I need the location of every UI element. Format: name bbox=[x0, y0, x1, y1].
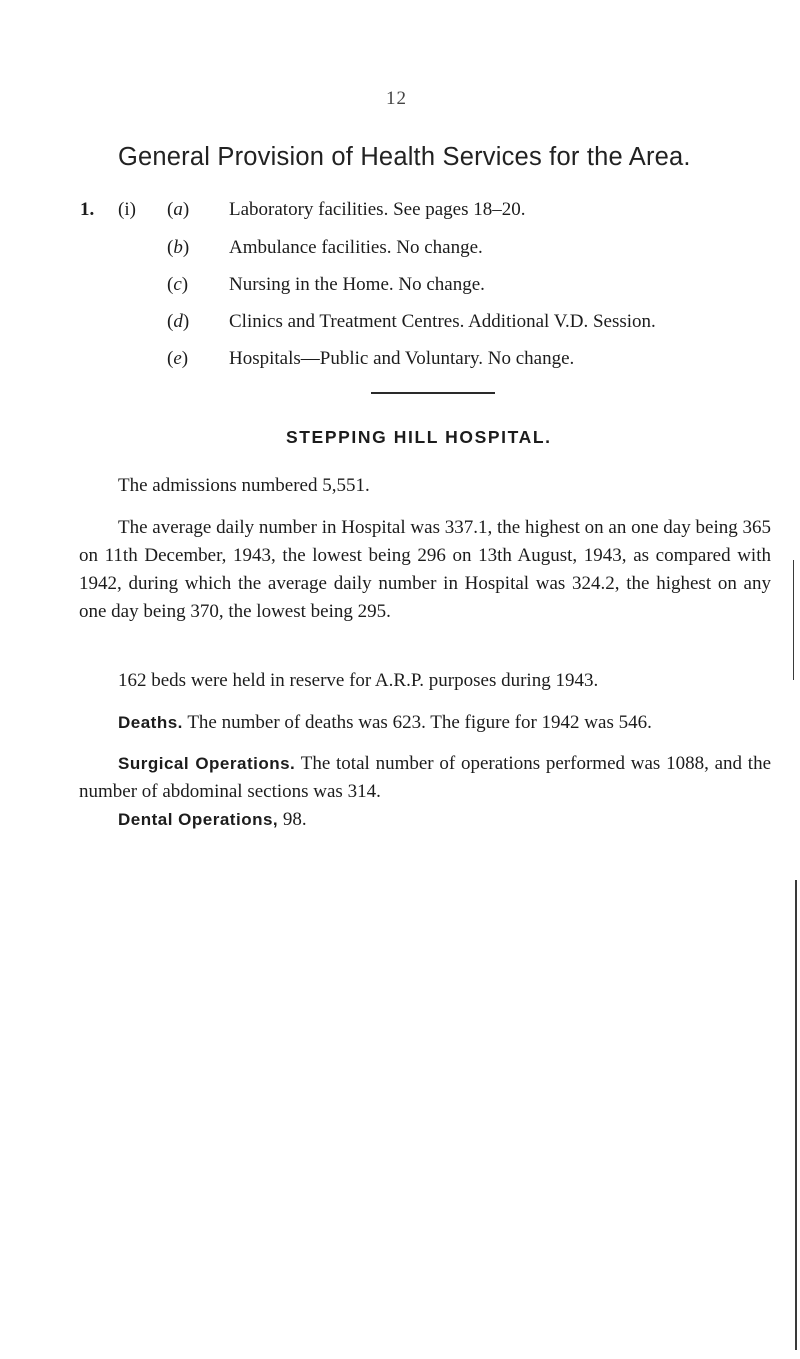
surgical-label: Surgical Operations. bbox=[118, 754, 296, 773]
item-letter: (e) bbox=[167, 348, 189, 369]
item-letter: (b) bbox=[167, 237, 190, 258]
admissions-paragraph: The admissions numbered 5,551. bbox=[118, 475, 370, 496]
page-edge-shadow bbox=[793, 560, 794, 680]
page-number: 12 bbox=[386, 88, 407, 109]
surgical-paragraph bbox=[79, 750, 771, 806]
item-letter: (d) bbox=[167, 311, 190, 332]
provision-item-e bbox=[167, 348, 574, 370]
section-divider bbox=[371, 392, 495, 394]
provision-item-d bbox=[167, 311, 656, 333]
item-text: Ambulance facilities. No change. bbox=[229, 237, 483, 258]
dental-text: 98. bbox=[278, 809, 307, 830]
page-title: General Provision of Health Services for the Area. bbox=[118, 143, 691, 171]
provision-item-b bbox=[167, 237, 483, 259]
section-number: 1. bbox=[80, 199, 95, 220]
item-text: Nursing in the Home. No change. bbox=[229, 274, 485, 295]
provision-item-c bbox=[167, 274, 485, 296]
provision-item-a bbox=[167, 199, 526, 221]
deaths-paragraph bbox=[118, 709, 773, 737]
page-edge-shadow bbox=[795, 880, 797, 1350]
average-paragraph: The average daily number in Hospital was 337.1, the highest on an one day being 365 on 11th December, 1943, the lowest being 296 on 13th August, 1943, as compared with 1942, during which the average daily number in Hospital was 324.2, the highest on any one day being 370, the lowest being 295. bbox=[79, 517, 771, 622]
item-text: Laboratory facilities. See pages 18–20. bbox=[229, 199, 526, 220]
reserve-paragraph: 162 beds were held in reserve for A.R.P. purposes during 1943. bbox=[118, 670, 599, 691]
deaths-label: Deaths. bbox=[118, 713, 183, 732]
item-text: Clinics and Treatment Centres. Additional V.D. Session. bbox=[229, 311, 656, 332]
hospital-heading: STEPPING HILL HOSPITAL. bbox=[286, 427, 552, 447]
item-letter: (c) bbox=[167, 274, 189, 295]
item-text: Hospitals—Public and Voluntary. No change. bbox=[229, 348, 575, 369]
dental-paragraph bbox=[118, 806, 768, 834]
item-letter: (a) bbox=[167, 199, 190, 220]
deaths-text: The number of deaths was 623. The figure for 1942 was 546. bbox=[182, 712, 652, 733]
roman-numeral: (i) bbox=[118, 199, 136, 220]
dental-label: Dental Operations, bbox=[118, 810, 279, 829]
surgical-text: The total number of operations performed was 1088, and the number of abdominal sections was 314. bbox=[79, 753, 772, 802]
